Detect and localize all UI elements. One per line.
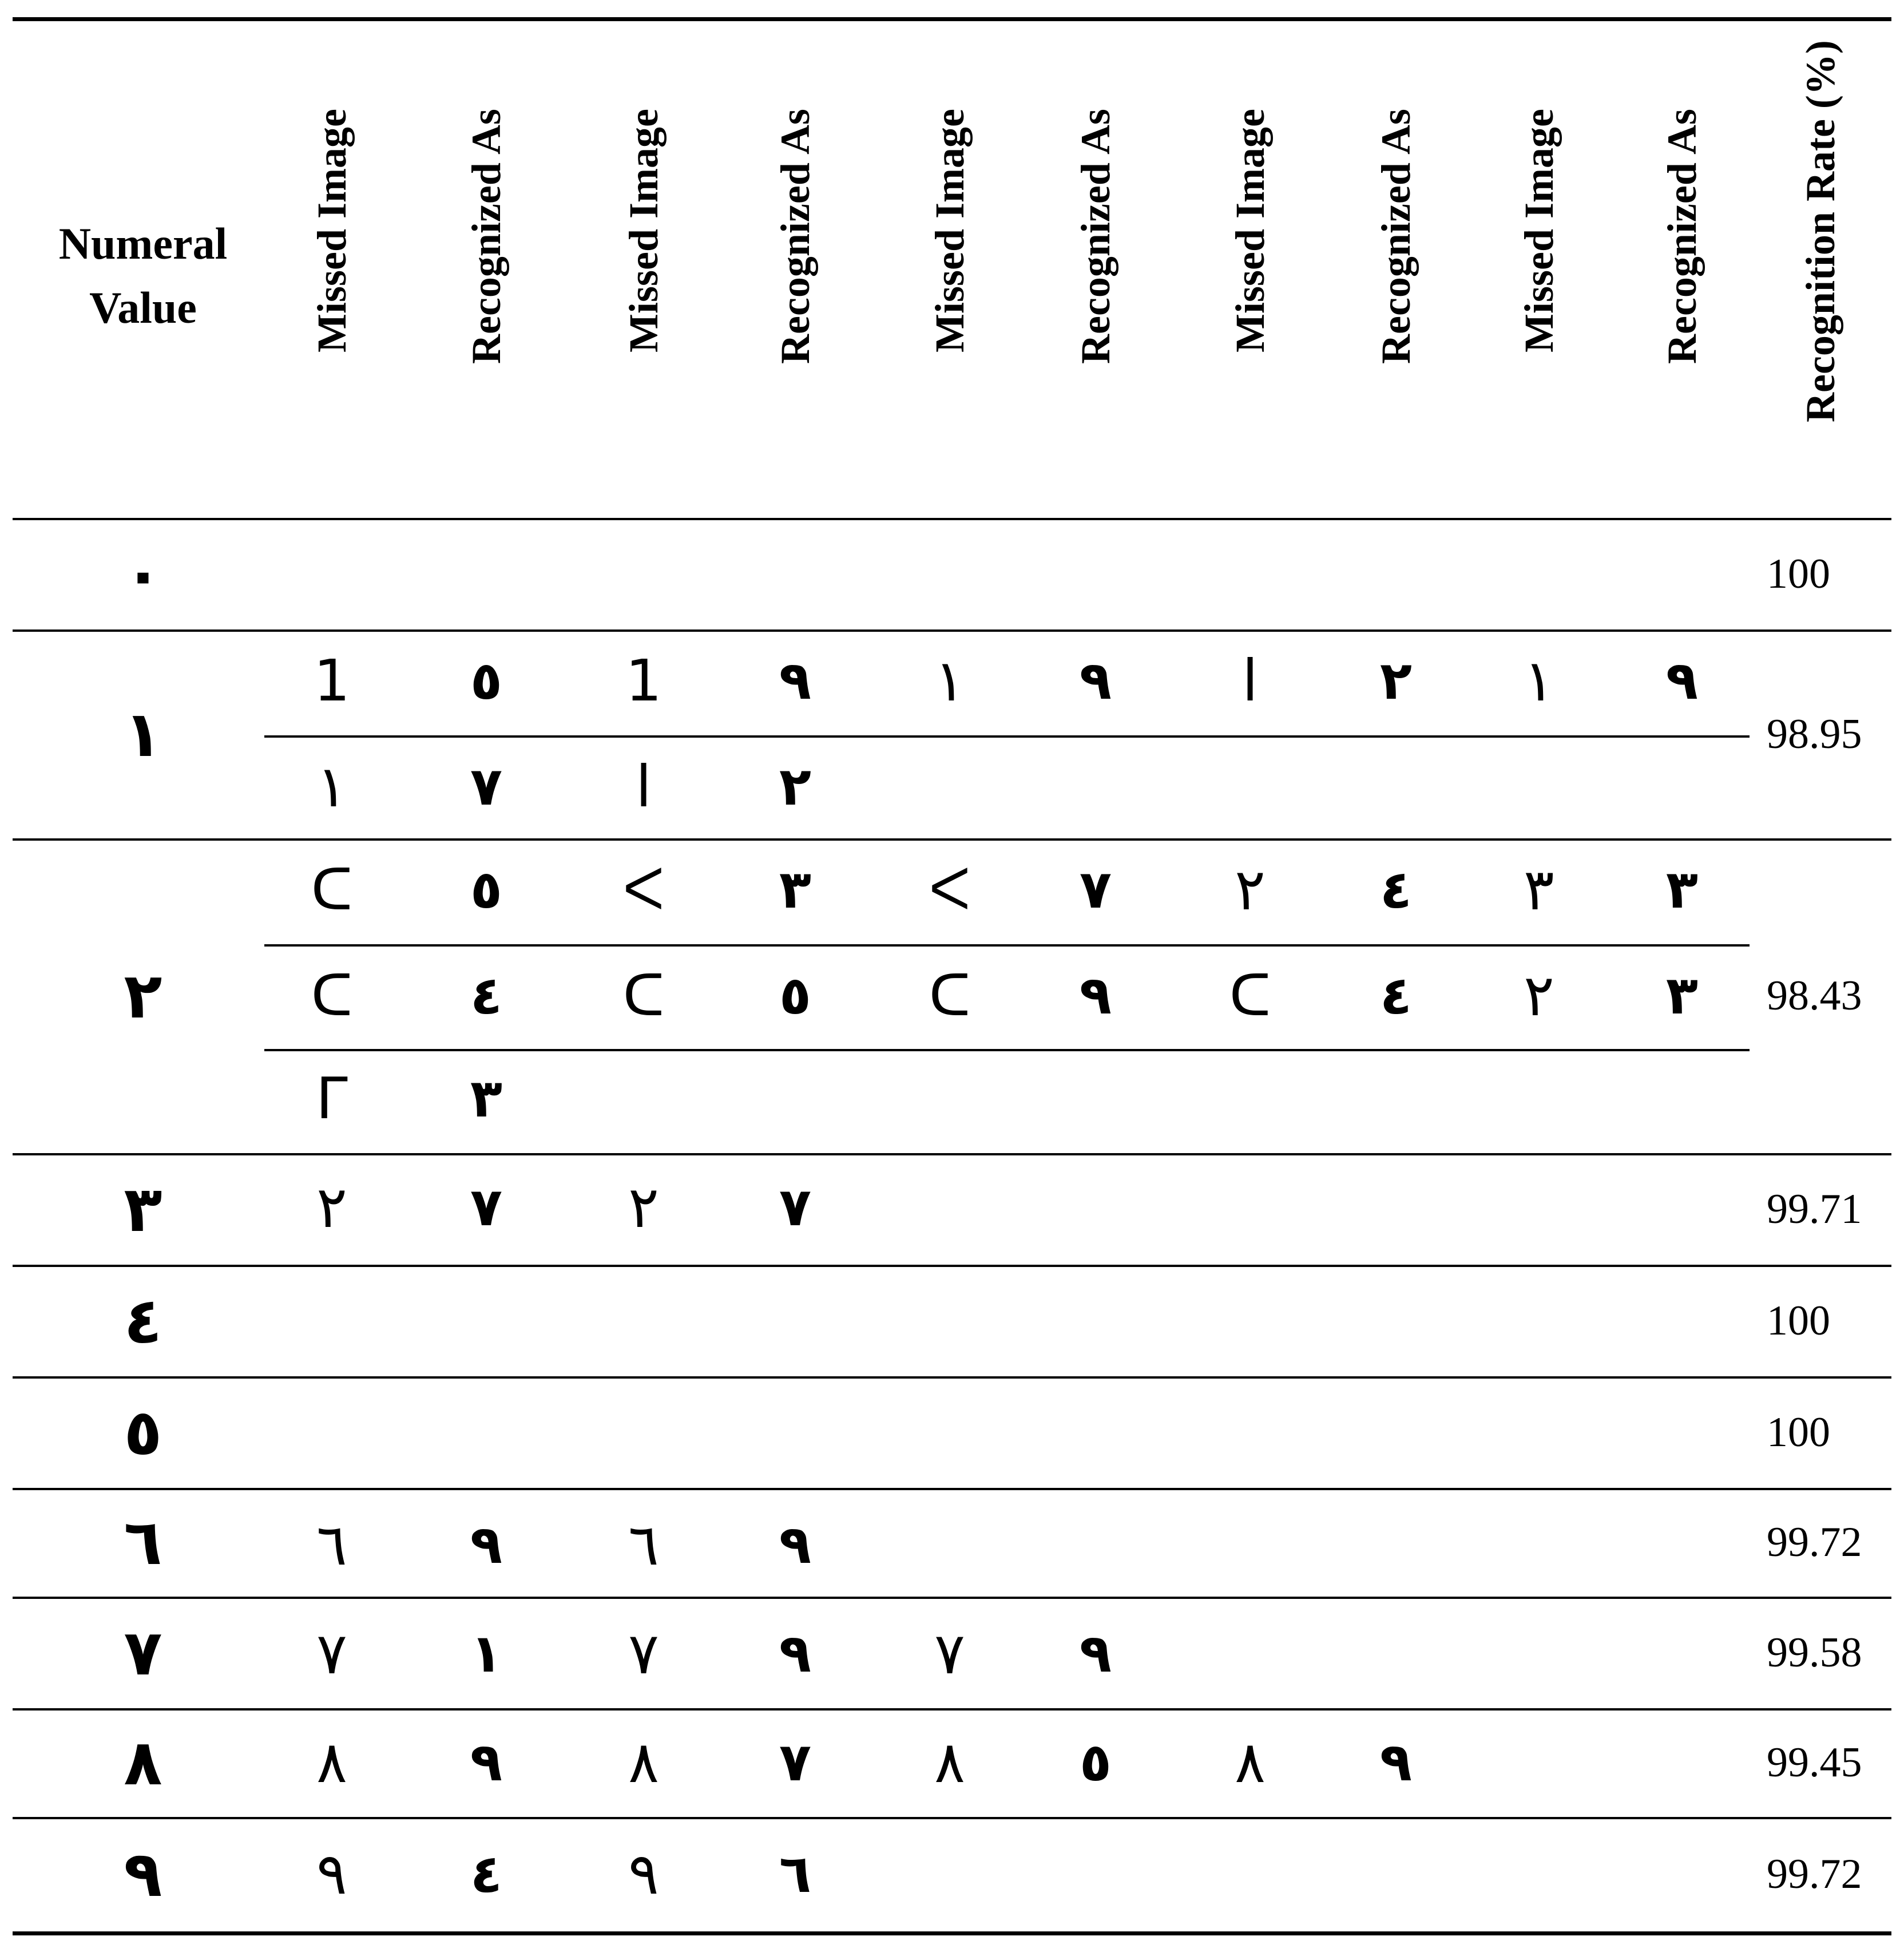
missed-image: ٢ — [1235, 856, 1266, 923]
missed-image: ᐸ — [929, 856, 971, 923]
recognized-as: ٩ — [1665, 650, 1699, 711]
missed-image: ٨ — [934, 1729, 965, 1796]
recognized-as: ٩ — [1079, 650, 1112, 711]
missed-image: ٧ — [316, 1620, 347, 1687]
sub-row-rule — [264, 735, 1750, 738]
recognized-as: ٥ — [470, 859, 503, 920]
recognized-as: ٥ — [470, 650, 503, 711]
missed-image: ᑕ — [311, 856, 353, 923]
recognition-rate: 99.45 — [1767, 1739, 1862, 1786]
recognized-as: ٣ — [1665, 965, 1699, 1026]
numeral-value-header: Numeral Value — [58, 219, 228, 332]
missed-image: ᑕ — [929, 962, 971, 1029]
recognized-as: ٩ — [1079, 1623, 1112, 1684]
numeral-value: ٦ — [124, 1506, 162, 1579]
recognized-as: ٤ — [1379, 859, 1413, 920]
recognition-rate: 99.72 — [1767, 1519, 1862, 1566]
missed-image: ᑕ — [311, 962, 353, 1029]
missed-image: ٢ — [316, 1174, 347, 1241]
recognized-as: ٩ — [470, 1514, 503, 1575]
missed-image: ١ — [934, 647, 965, 714]
recognition-rate: 100 — [1767, 1297, 1830, 1344]
recognized-as: ٤ — [470, 965, 503, 1026]
recognized-as: ٧ — [1079, 859, 1112, 920]
missed-image-header: Missed Image — [621, 109, 667, 353]
header-rule — [13, 518, 1891, 520]
missed-image: ٧ — [934, 1620, 965, 1687]
missed-image: ᑕ — [622, 962, 665, 1029]
row-rule — [13, 1488, 1891, 1490]
recognized-as: ٢ — [779, 756, 812, 817]
numeral-value: ١ — [124, 697, 162, 771]
numeral-value: ٩ — [124, 1838, 162, 1911]
missed-image: ᑕ — [1229, 962, 1271, 1029]
recognition-rate: 98.43 — [1767, 972, 1862, 1019]
recognition-rate: 100 — [1767, 1408, 1830, 1456]
recognized-as: ٧ — [779, 1732, 812, 1793]
recognized-as: ٤ — [1379, 965, 1413, 1026]
recognized-as: ٩ — [779, 650, 812, 711]
row-rule — [13, 1817, 1891, 1819]
recognition-rate: 99.72 — [1767, 1851, 1862, 1898]
recognized-as: ٧ — [470, 756, 503, 817]
recognition-rate-header: Recognition Rate (%) — [1798, 40, 1843, 422]
missed-image: ٩ — [316, 1840, 347, 1907]
top-rule — [13, 17, 1891, 21]
missed-image: ٨ — [628, 1729, 659, 1796]
missed-image: ا — [1242, 647, 1258, 714]
missed-image: ٦ — [316, 1511, 347, 1578]
bottom-rule — [13, 1931, 1891, 1935]
row-rule — [13, 838, 1891, 841]
recognized-as: ٩ — [1379, 1732, 1413, 1793]
recognized-as: ١ — [470, 1623, 503, 1684]
recognition-rate: 100 — [1767, 550, 1830, 597]
missed-image: ١ — [316, 753, 347, 820]
missed-image-header: Missed Image — [1516, 109, 1562, 353]
recognized-as: ٣ — [1665, 859, 1699, 920]
recognized-as: ٥ — [1079, 1732, 1112, 1793]
numeral-value: ٢ — [124, 959, 162, 1032]
numeral-value: ٥ — [124, 1395, 162, 1469]
recognized-as-header: Recognized As — [1373, 109, 1419, 364]
missed-image: ٨ — [1235, 1729, 1266, 1796]
missed-image: ٩ — [628, 1840, 659, 1907]
row-rule — [13, 1153, 1891, 1155]
recognized-as: ٩ — [470, 1732, 503, 1793]
row-rule — [13, 1708, 1891, 1710]
numeral-value: ٤ — [124, 1284, 162, 1357]
numeral-value: ٧ — [124, 1616, 162, 1689]
recognized-as-header: Recognized As — [463, 109, 509, 364]
missed-image: ٢ — [1524, 962, 1554, 1029]
sub-row-rule — [264, 1049, 1750, 1051]
recognized-as: ٩ — [779, 1623, 812, 1684]
missed-image: ١ — [1524, 647, 1554, 714]
recognition-rate: 99.71 — [1767, 1185, 1862, 1233]
missed-image: 1 — [625, 647, 662, 714]
row-rule — [13, 1597, 1891, 1599]
recognized-as-header: Recognized As — [1073, 109, 1118, 364]
numeral-value: ٨ — [124, 1726, 162, 1799]
missed-image: 1 — [314, 647, 350, 714]
row-rule — [13, 1265, 1891, 1267]
missed-image: ٨ — [316, 1729, 347, 1796]
sub-row-rule — [264, 944, 1750, 947]
missed-image: ٧ — [628, 1620, 659, 1687]
recognized-as: ٣ — [779, 859, 812, 920]
recognition-rate: 99.58 — [1767, 1629, 1862, 1676]
row-rule — [13, 1376, 1891, 1379]
missed-image-header: Missed Image — [1227, 109, 1273, 353]
missed-image: ٢ — [628, 1174, 659, 1241]
recognized-as: ٧ — [470, 1177, 503, 1238]
recognized-as: ٤ — [470, 1843, 503, 1904]
numeral-value: ٠ — [124, 537, 162, 611]
recognized-as: ٦ — [779, 1843, 812, 1904]
missed-image: ٦ — [628, 1511, 659, 1578]
missed-image: ٣ — [1524, 856, 1554, 923]
recognized-as-header: Recognized As — [1659, 109, 1705, 364]
numeral-value: ٣ — [124, 1172, 162, 1246]
recognized-as-header: Recognized As — [772, 109, 818, 364]
recognition-rate: 98.95 — [1767, 710, 1862, 758]
recognized-as: ٢ — [1379, 650, 1413, 711]
row-rule — [13, 629, 1891, 632]
recognized-as: ٣ — [470, 1068, 503, 1129]
missed-image: ا — [636, 753, 652, 820]
missed-image: ᐸ — [622, 856, 665, 923]
recognized-as: ٩ — [1079, 965, 1112, 1026]
missed-image-header: Missed Image — [309, 109, 355, 353]
missed-image-header: Missed Image — [927, 109, 973, 353]
recognized-as: ٩ — [779, 1514, 812, 1575]
recognized-as: ٧ — [779, 1177, 812, 1238]
missed-image: ᒥ — [316, 1065, 348, 1132]
recognized-as: ٥ — [779, 965, 812, 1026]
